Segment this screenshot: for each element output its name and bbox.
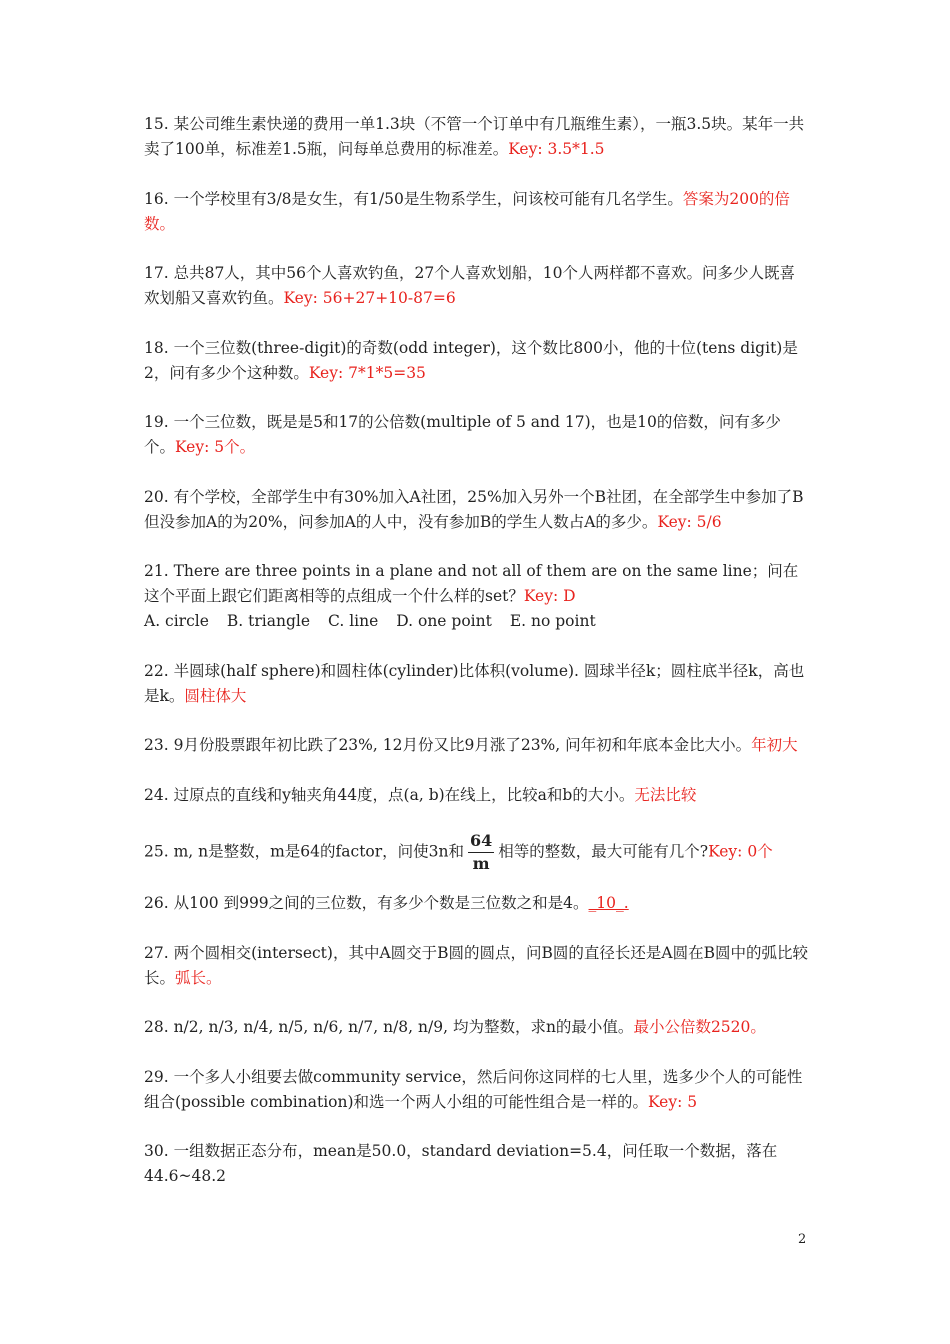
question-21 [144,559,810,634]
answer-key: 答案为200的倍数。 [144,189,790,233]
answer-key: _10_. [588,894,629,912]
answer-key: 弧长。 [175,968,222,987]
question-22 [144,659,810,709]
question-27 [144,941,810,991]
question-text: 25. m, n是整数，m是64的factor，问使3n和 [144,842,465,861]
option-a: A. circle [144,612,209,630]
option-b: B. triangle [226,612,311,630]
question-23 [144,733,810,758]
option-e: E. no point [509,612,596,630]
question-30 [144,1139,810,1189]
fraction-numerator: 64 [468,832,494,853]
question-text: 23. 9月份股票跟年初比跌了23%, 12月份又比9月涨了23%, 问年初和年底本金比大小。 [144,736,752,754]
question-text: 22. 半圆球(half sphere)和圆柱体(cylinder)比体积(volume). 圆球半径k；圆柱底半径k，高也是k。 [144,661,805,705]
answer-key: 圆柱体大 [184,686,247,705]
question-19 [144,410,810,460]
answer-key: Key: 5 [648,1092,698,1111]
answer-key: Key: 3.5*1.5 [508,140,605,158]
page-number: 2 [798,1232,807,1247]
question-text: 28. n/2, n/3, n/4, n/5, n/6, n/7, n/8, n/9, 均为整数，求n的最小值。 [144,1018,634,1036]
question-text: 30. 一组数据正态分布，mean是50.0，standard deviation=5.4，问任取一个数据，落在44.6~48.2 [144,1142,778,1185]
question-26 [144,891,810,916]
question-text: 29. 一个多人小组要去做community service，然后问你这同样的七人里，选多少个人的可能性组合(possible combination)和选一个两人小组的可能性组合是一样的。 [144,1067,803,1111]
fraction-denominator: m [472,854,490,873]
question-text: 21. There are three points in a plane and not all of them are on the same line；问在这个平面上跟它们距离相等的点组成一个什么样的set？ [144,562,799,605]
answer-options [144,609,810,634]
answer-key: Key: 5/6 [657,512,722,531]
question-list [144,112,810,1214]
question-text: 20. 有个学校，全部学生中有30%加入A社团，25%加入另外一个B社团，在全部学生中参加了B但没参加A的为20%，问参加A的人中，没有参加B的学生人数占A的多少。 [144,487,804,531]
question-text: 24. 过原点的直线和y轴夹角44度，点(a, b)在线上，比较a和b的大小。 [144,785,635,804]
question-text: 19. 一个三位数，既是是5和17的公倍数(multiple of 5 and 17)，也是10的倍数，问有多少个。 [144,413,781,456]
question-text: 26. 从100 到999之间的三位数，有多少个数是三位数之和是4。 [144,894,589,912]
answer-key: Key: 56+27+10-87=6 [283,289,456,307]
answer-key: 无法比较 [634,785,697,804]
answer-key: Key: 5个。 [175,438,256,456]
question-16 [144,187,810,237]
option-c: C. line [328,612,379,630]
question-25 [144,832,810,873]
question-17 [144,261,810,311]
question-text: 16. 一个学校里有3/8是女生，有1/50是生物系学生，问该校可能有几名学生。 [144,189,683,208]
fraction [468,832,494,873]
question-18 [144,336,810,386]
question-15 [144,112,810,162]
question-20 [144,485,810,535]
answer-key: 最小公倍数2520。 [633,1018,766,1036]
answer-key: Key: 0个 [708,842,773,861]
question-29 [144,1065,810,1115]
question-text: 27. 两个圆相交(intersect)，其中A圆交于B圆的圆点，问B圆的直径长还是A圆在B圆中的弧比较长。 [144,943,809,987]
question-24 [144,783,810,808]
question-text-after: 相等的整数，最大可能有几个? [498,842,709,861]
question-text: 17. 总共87人，其中56个人喜欢钓鱼，27个人喜欢划船，10个人两样都不喜欢。问多少人既喜欢划船又喜欢钓鱼。 [144,264,795,307]
option-d: D. one point [396,612,492,630]
question-28 [144,1015,810,1040]
answer-key: Key: D [523,587,576,605]
question-text: 15. 某公司维生素快递的费用一单1.3块（不管一个订单中有几瓶维生素），一瓶3.5块。某年一共卖了100单，标准差1.5瓶，问每单总费用的标准差。 [144,115,805,158]
answer-key: 年初大 [751,736,798,754]
answer-key: Key: 7*1*5=35 [308,363,426,382]
question-text: 18. 一个三位数(three-digit)的奇数(odd integer)，这个数比800小，他的十位(tens digit)是2，问有多少个这种数。 [144,338,798,382]
